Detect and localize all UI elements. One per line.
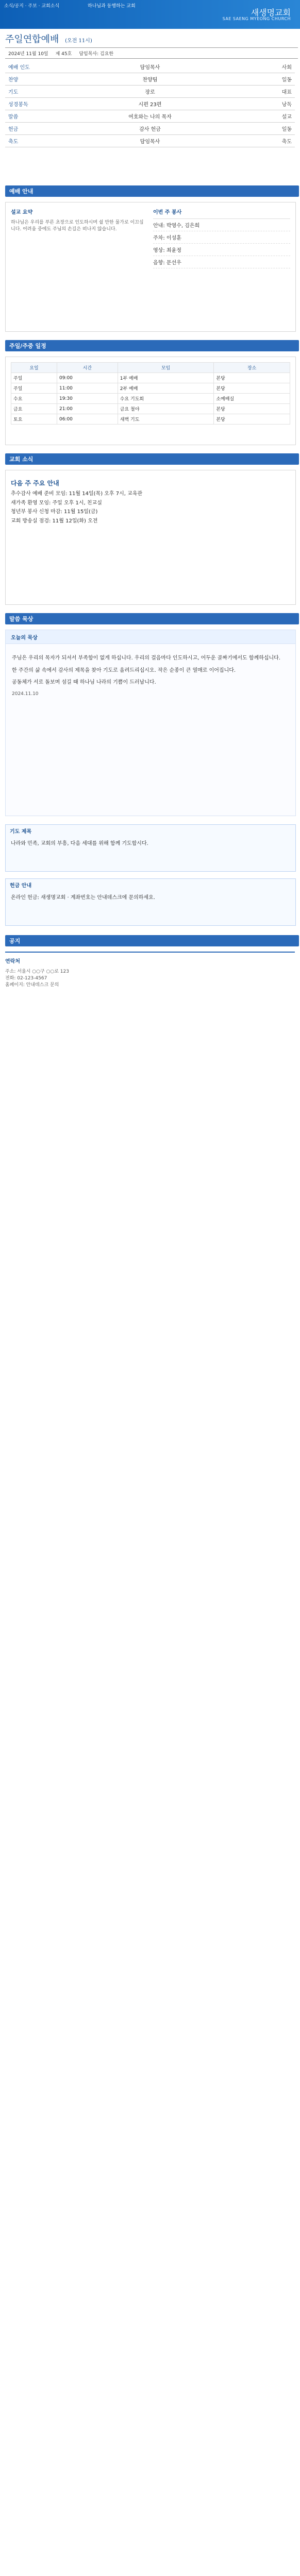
schedule-header: 모임 (118, 363, 214, 373)
schedule-cell: 금요 (11, 404, 57, 414)
row-mid: 여호와는 나의 목자 (73, 110, 227, 123)
schedule-cell: 19:30 (57, 394, 118, 404)
row-label: 축도 (5, 135, 73, 147)
schedule-header-row (11, 363, 290, 373)
volunteer-text: 영상: 최윤정 (153, 248, 181, 253)
bulletin-issue: 제 45호 (55, 51, 72, 57)
schedule-cell: 수요 기도회 (118, 394, 214, 404)
news-title: 다음 주 주요 안내 (11, 480, 59, 487)
two-col (11, 208, 290, 268)
schedule-cell: 21:00 (57, 404, 118, 414)
news-item: 청년부 봉사 신청 마감: 11월 15일(금) (11, 509, 98, 515)
article-date: 2024.11.10 (12, 691, 39, 697)
article-paragraph: 한 주간의 삶 속에서 감사의 제목을 찾아 기도로 올려드리십시오. 작은 순종이 큰 열매로 이어집니다. (12, 667, 236, 673)
news-bullets (11, 490, 290, 524)
section-bar-worship: 예배 안내 (5, 185, 299, 197)
schedule-cell: 토요 (11, 414, 57, 425)
schedule-table (11, 362, 290, 425)
worship-row (5, 86, 295, 98)
section-bar-news: 교회 소식 (5, 453, 299, 465)
volunteer-line (153, 219, 290, 231)
schedule-panel (5, 357, 296, 445)
offering-box (5, 878, 296, 926)
news-item: 추수감사 예배 준비 모임: 11월 14일(목) 오후 7시, 교육관 (11, 491, 143, 497)
row-label: 기도 (5, 86, 73, 98)
row-right: 낭독 (227, 98, 295, 110)
article-title: 오늘의 묵상 (6, 630, 295, 644)
volunteer-line (153, 244, 290, 256)
prayer-box (5, 824, 296, 872)
volunteers-title: 이번 주 봉사 (153, 210, 182, 215)
news-item: 새가족 환영 모임: 주일 오후 1시, 친교실 (11, 500, 102, 506)
worship-order (5, 61, 295, 147)
sermon-summary (11, 208, 148, 268)
schedule-cell: 새벽 기도 (118, 414, 214, 425)
worship-row (5, 73, 295, 86)
prayer-title: 기도 제목 (10, 828, 32, 835)
offering-title: 헌금 안내 (10, 883, 32, 889)
worship-row (5, 135, 295, 147)
volunteer-text: 음향: 문선우 (153, 260, 181, 266)
contact-title: 연락처 (5, 959, 20, 964)
sermon-summary-title: 설교 요약 (11, 210, 33, 215)
row-right: 축도 (227, 135, 295, 147)
schedule-cell: 수요 (11, 394, 57, 404)
schedule-panel-inner (6, 357, 295, 430)
schedule-cell: 본당 (214, 414, 290, 425)
prayer-text: 나라와 민족, 교회의 부흥, 다음 세대를 위해 함께 기도합시다. (11, 841, 148, 846)
volunteer-line (153, 256, 290, 268)
row-right: 설교 (227, 110, 295, 123)
news-item: 교회 방송실 점검: 11월 12일(화) 오전 (11, 518, 98, 524)
church-name-ko: 새생명교회 (251, 8, 291, 18)
top-banner (0, 0, 300, 29)
article-body (6, 644, 295, 704)
row-mid: 찬양팀 (73, 73, 227, 86)
offering-text: 온라인 헌금: 새생명교회 · 계좌번호는 안내데스크에 문의하세요. (11, 895, 155, 901)
row-label: 말씀 (5, 110, 73, 123)
top-meta: 소식/공지 · 주보 · 교회소식 (4, 4, 60, 9)
schedule-cell: 2부 예배 (118, 383, 214, 394)
sermon-summary-text: 하나님은 우리를 푸른 초장으로 인도하시며 쉴 만한 물가로 이끄십니다. 어려움 중에도 주님의 손길은 떠나지 않습니다. (11, 220, 144, 232)
schedule-row (11, 394, 290, 404)
schedule-header: 장소 (214, 363, 290, 373)
row-label: 성경봉독 (5, 98, 73, 110)
row-right: 사회 (227, 61, 295, 73)
contact-footer (5, 952, 295, 988)
worship-row (5, 110, 295, 123)
row-label: 헌금 (5, 123, 73, 135)
page-title-text: 주일연합예배 (5, 34, 59, 45)
article (5, 630, 296, 816)
row-label: 예배 인도 (5, 61, 73, 73)
schedule-cell: 본당 (214, 404, 290, 414)
article-paragraph: 공동체가 서로 돌보며 섬길 때 하나님 나라의 기쁨이 드러납니다. (12, 680, 156, 685)
schedule-cell: 1부 예배 (118, 373, 214, 383)
schedule-row (11, 373, 290, 383)
worship-row (5, 123, 295, 135)
schedule-row (11, 383, 290, 394)
article-paragraph: 주님은 우리의 목자가 되셔서 부족함이 없게 하십니다. 우리의 걸음마다 인도하시고, 어두운 골짜기에서도 함께하십니다. (12, 655, 281, 661)
church-logo (207, 5, 295, 23)
row-mid: 시편 23편 (73, 98, 227, 110)
schedule-cell: 주일 (11, 383, 57, 394)
top-tagline: 하나님과 동행하는 교회 (88, 4, 136, 9)
row-mid: 장로 (73, 86, 227, 98)
page-subtitle: (오전 11시) (65, 38, 92, 44)
section-bar-article: 말씀 묵상 (5, 613, 299, 624)
schedule-row (11, 404, 290, 414)
row-right: 대표 (227, 86, 295, 98)
schedule-cell: 금요 철야 (118, 404, 214, 414)
bulletin-pastor: 담임목사: 김요한 (79, 51, 114, 57)
volunteers (153, 208, 290, 268)
schedule-header: 시간 (57, 363, 118, 373)
schedule-header: 요일 (11, 363, 57, 373)
volunteer-text: 주차: 이성훈 (153, 235, 181, 241)
row-right: 일동 (227, 123, 295, 135)
page-title (5, 32, 92, 45)
news-panel-inner (6, 470, 295, 532)
church-name-en: SAE SAENG MYEONG CHURCH (222, 16, 291, 21)
volunteer-text: 안내: 박영수, 김은희 (153, 223, 200, 229)
schedule-cell: 본당 (214, 383, 290, 394)
volunteers-list (153, 218, 290, 268)
section-bar-footer: 공지 (5, 935, 299, 946)
worship-panel (5, 202, 296, 332)
schedule-cell: 09:00 (57, 373, 118, 383)
schedule-cell: 본당 (214, 373, 290, 383)
section-bar-schedule: 주일/주중 일정 (5, 340, 299, 351)
row-right: 일동 (227, 73, 295, 86)
bulletin-meta (5, 47, 298, 59)
schedule-cell: 소예배실 (214, 394, 290, 404)
worship-panel-inner (6, 202, 295, 274)
row-mid: 담임목사 (73, 135, 227, 147)
schedule-cell: 11:00 (57, 383, 118, 394)
schedule-cell: 06:00 (57, 414, 118, 425)
schedule-row (11, 414, 290, 425)
volunteer-line (153, 231, 290, 244)
news-panel (5, 470, 296, 605)
schedule-cell: 주일 (11, 373, 57, 383)
bulletin-date: 2024년 11월 10일 (8, 51, 48, 57)
contact-line: 홈페이지: 안내데스크 문의 (5, 982, 59, 988)
row-mid: 담임목사 (73, 61, 227, 73)
contact-line: 주소: 서울시 ○○구 ○○로 123 (5, 969, 69, 974)
row-label: 찬양 (5, 73, 73, 86)
worship-row (5, 61, 295, 73)
worship-row (5, 98, 295, 110)
row-mid: 감사 헌금 (73, 123, 227, 135)
contact-line: 전화: 02-123-4567 (5, 976, 47, 981)
